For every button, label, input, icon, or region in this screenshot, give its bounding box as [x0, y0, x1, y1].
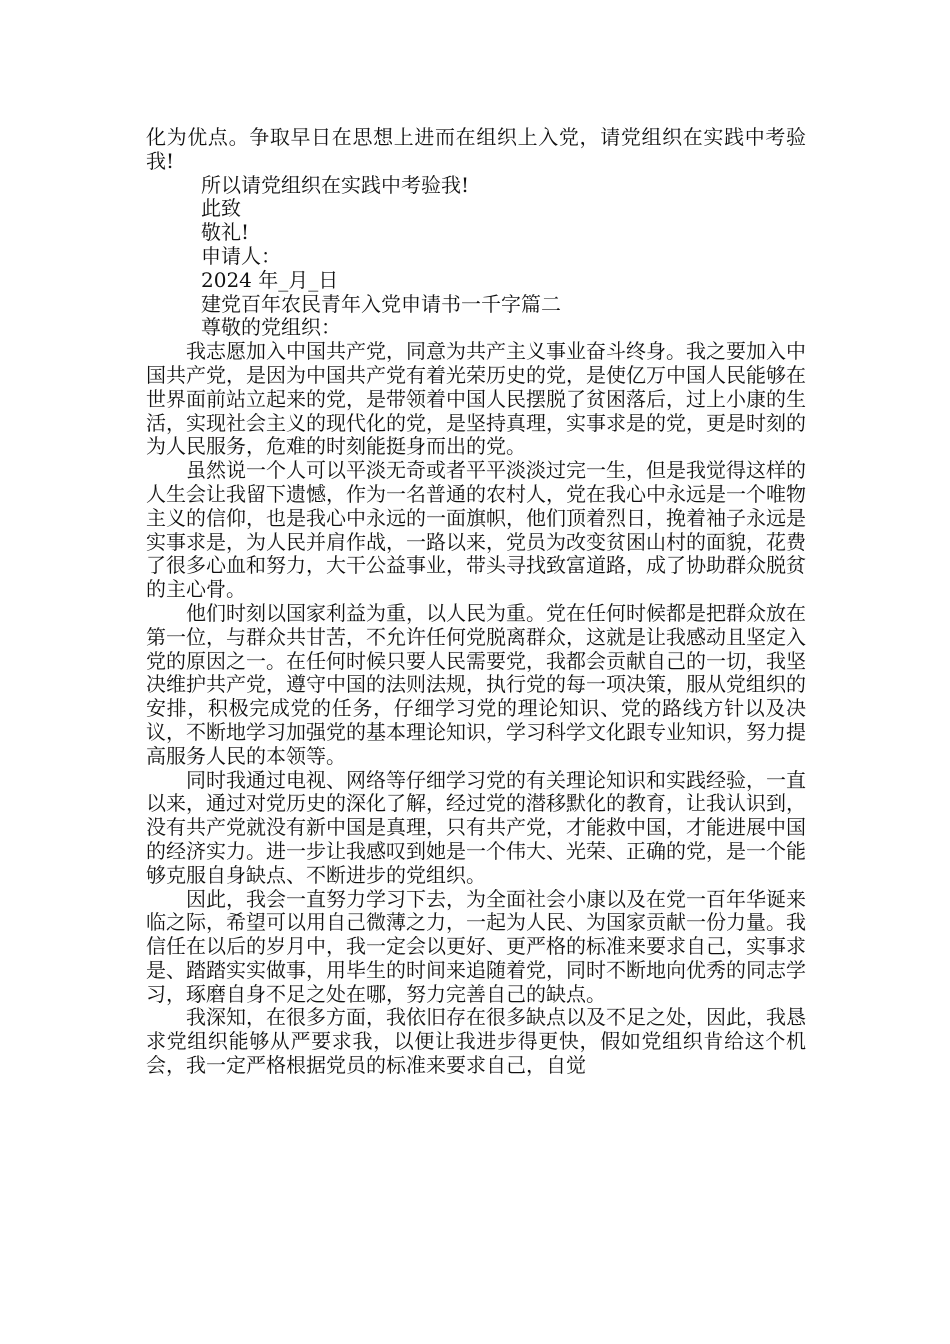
body-paragraph-1: 我志愿加入中国共产党，同意为共产主义事业奋斗终身。我之要加入中国共产党，是因为中国共产党有着光荣历史的党，是使亿万中国人民能够在世界面前站立起来的党，是带领着中国人民摆脱了贫困落后，过上小康的生活，实现社会主义的现代化的党，是坚持真理，实事求是的党，更是时刻的为人民服务，危难的时刻能挺身而出的党。 — [146, 339, 806, 459]
body-paragraph-4: 同时我通过电视、网络等仔细学习党的有关理论知识和实践经验，一直以来，通过对党历史的深化了解，经过党的潜移默化的教育，让我认识到，没有共产党就没有新中国是真理，只有共产党，才能救中国，才能进展中国的经济实力。进一步让我感叹到她是一个伟大、光荣、正确的党，是一个能够克服自身缺点、不断进步的党组织。 — [146, 767, 806, 887]
applicant-label: 申请人： — [201, 243, 281, 268]
section-heading: 建党百年农民青年入党申请书一千字篇二 — [201, 291, 561, 316]
body-paragraph-3: 他们时刻以国家利益为重，以人民为重。党在任何时候都是把群众放在第一位，与群众共甘苦，不允许任何党脱离群众，这就是让我感动且坚定入党的原因之一。在任何时候只要人民需要党，我都会贡献自己的一切，我坚决维护共产党，遵守中国的法则法规，执行党的每一项决策，服从党组织的安排，积极完成党的任务，仔细学习党的理论知识、党的路线方针以及决议，不断地学习加强党的基本理论知识，学习科学文化跟专业知识，努力提高服务人民的本领等。 — [146, 600, 806, 768]
date-line: 2024 年_月_日 — [201, 267, 339, 292]
paragraph-continuation: 化为优点。争取早日在思想上进而在组织上入党，请党组织在实践中考验我! — [146, 125, 806, 173]
document-page — [146, 126, 806, 1078]
body-paragraph-6: 我深知，在很多方面，我依旧存在很多缺点以及不足之处，因此，我恳求党组织能够从严要求我，以便让我进步得更快，假如党组织肯给这个机会，我一定严格根据党员的标准来要求自己，自觉 — [146, 1005, 806, 1078]
salutation-cizhi: 此致 — [201, 196, 241, 221]
closing-line: 所以请党组织在实践中考验我! — [201, 172, 470, 197]
greeting: 尊敬的党组织： — [201, 315, 341, 340]
body-paragraph-5: 因此，我会一直努力学习下去，为全面社会小康以及在党一百年华诞来临之际，希望可以用自己微薄之力，一起为人民、为国家贡献一份力量。我信任在以后的岁月中，我一定会以更好、更严格的标准来要求自己，实事求是、踏踏实实做事，用毕生的时间来追随着党，同时不断地向优秀的同志学习，琢磨自身不足之处在哪，努力完善自己的缺点。 — [146, 886, 806, 1006]
body-paragraph-2: 虽然说一个人可以平淡无奇或者平平淡淡过完一生，但是我觉得这样的人生会让我留下遗憾，作为一名普通的农村人，党在我心中永远是一个唯物主义的信仰，也是我心中永远的一面旗帜，他们顶着烈日，挽着袖子永远是实事求是，为人民并肩作战，一路以来，党员为改变贫困山村的面貌，花费了很多心血和努力，大干公益事业，带头寻找致富道路，成了协助群众脱贫的主心骨。 — [146, 458, 806, 602]
salutation-jingli: 敬礼! — [201, 220, 250, 245]
